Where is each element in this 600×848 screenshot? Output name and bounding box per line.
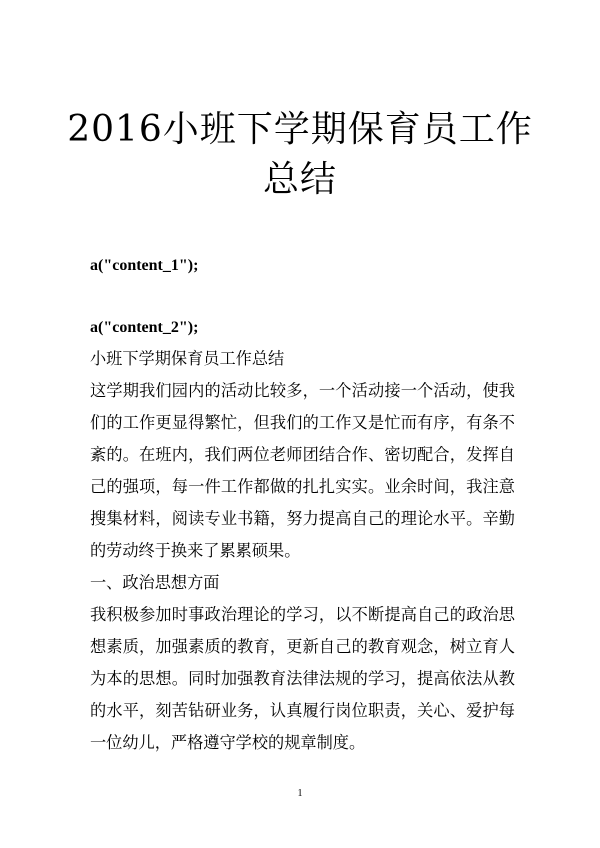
paragraph-intro: 这学期我们园内的活动比较多，一个活动接一个活动，使我们的工作更显得繁忙，但我们的工作又是忙而有序，有条不紊的。在班内，我们两位老师团结合作、密切配合，发挥自己的强项，每一件工作都做的扎扎实实。业余时间，我注意搜集材料，阅读专业书籍，努力提高自己的理论水平。辛勤的劳动终于换来了累累硕果。 — [90, 381, 515, 560]
section-heading-politics: 一、政治思想方面 — [90, 573, 220, 592]
subheading: 小班下学期保育员工作总结 — [90, 349, 285, 368]
page-number: 1 — [297, 788, 303, 799]
code-line-content-1: a("content_1"); — [90, 257, 199, 274]
paragraph-politics: 我积极参加时事政治理论的学习，以不断提高自己的政治思想素质，加强素质的教育，更新自己的教育观念，树立育人为本的思想。同时加强教育法律法规的学习，提高依法从教的水平，刻苦钻研业务，认真履行岗位职责，关心、爱护每一位幼儿，严格遵守学校的规章制度。 — [90, 605, 515, 752]
code-line-content-2: a("content_2"); — [90, 319, 199, 336]
document-title: 2016小班下学期保育员工作总结 — [67, 109, 533, 200]
